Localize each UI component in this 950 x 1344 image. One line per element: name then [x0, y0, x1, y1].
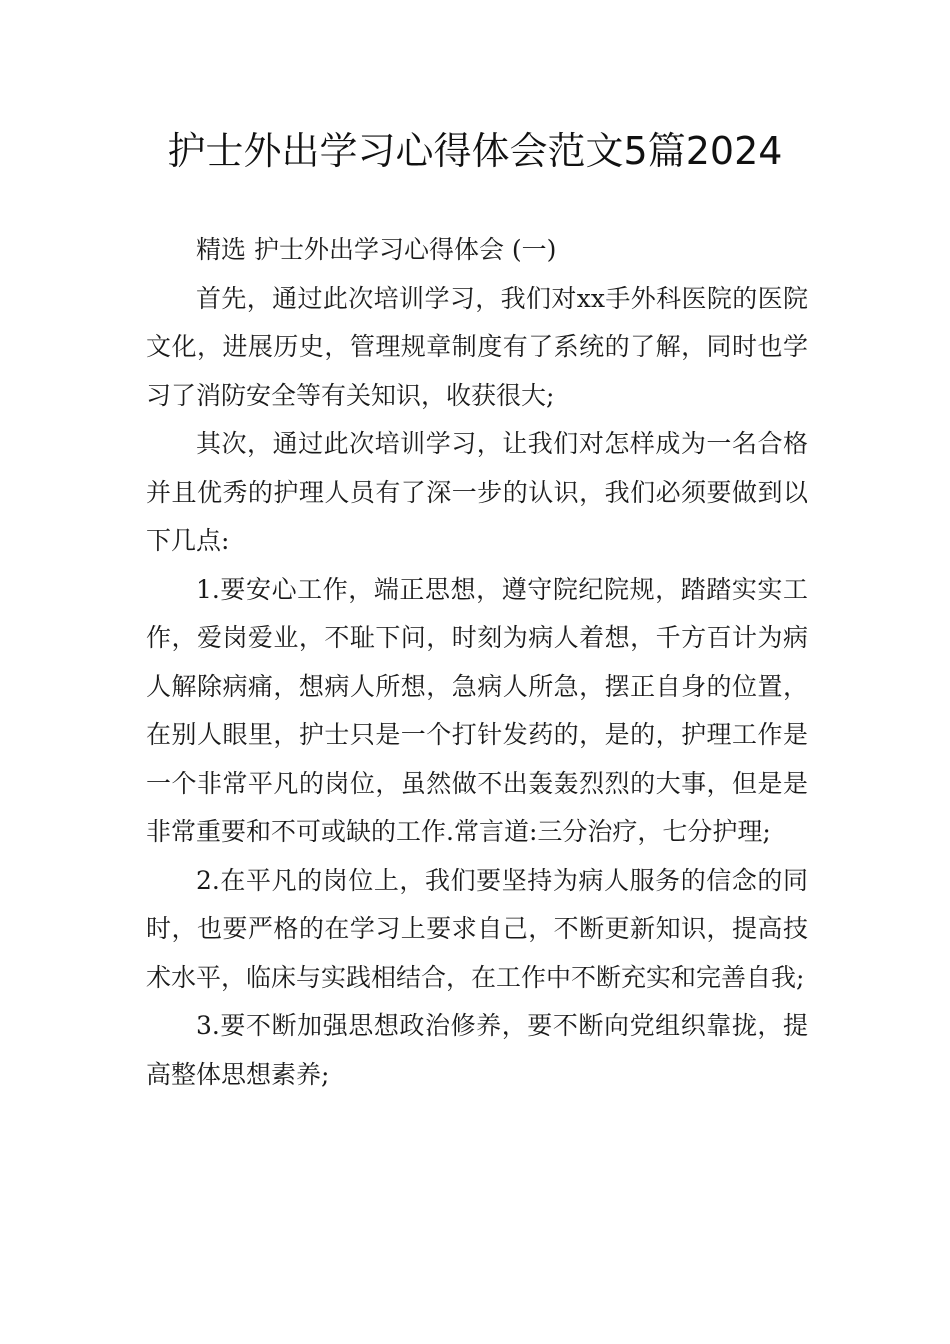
- paragraph-second: 其次，通过此次培训学习，让我们对怎样成为一名合格并且优秀的护理人员有了深一步的认识，我们必须要做到以下几点:: [146, 429, 808, 555]
- document-title: 护士外出学习心得体会范文5篇2024: [167, 129, 783, 173]
- paragraph-point-1: 1.要安心工作，端正思想，遵守院纪院规，踏踏实实工作，爱岗爱业，不耻下问，时刻为病人着想，千方百计为病人解除病痛，想病人所想，急病人所急，摆正自身的位置，在别人眼里，护士只是一个打针发药的，是的，护理工作是一个非常平凡的岗位，虽然做不出轰轰烈烈的大事，但是是非常重要和不可或缺的工作.常言道:三分治疗，七分护理;: [146, 574, 808, 846]
- paragraph-section-heading: 精选 护士外出学习心得体会 (一): [196, 235, 557, 264]
- paragraph-point-3: 3.要不断加强思想政治修养，要不断向党组织靠拢，提高整体思想素养;: [146, 1011, 808, 1089]
- paragraph-first: 首先，通过此次培训学习，我们对xx手外科医院的医院文化，进展历史，管理规章制度有了系统的了解，同时也学习了消防安全等有关知识，收获很大;: [146, 283, 808, 410]
- document-body: [146, 226, 808, 1099]
- paragraph-point-2: 2.在平凡的岗位上，我们要坚持为病人服务的信念的同时，也要严格的在学习上要求自己，不断更新知识，提高技术水平，临床与实践相结合，在工作中不断充实和完善自我;: [146, 865, 808, 992]
